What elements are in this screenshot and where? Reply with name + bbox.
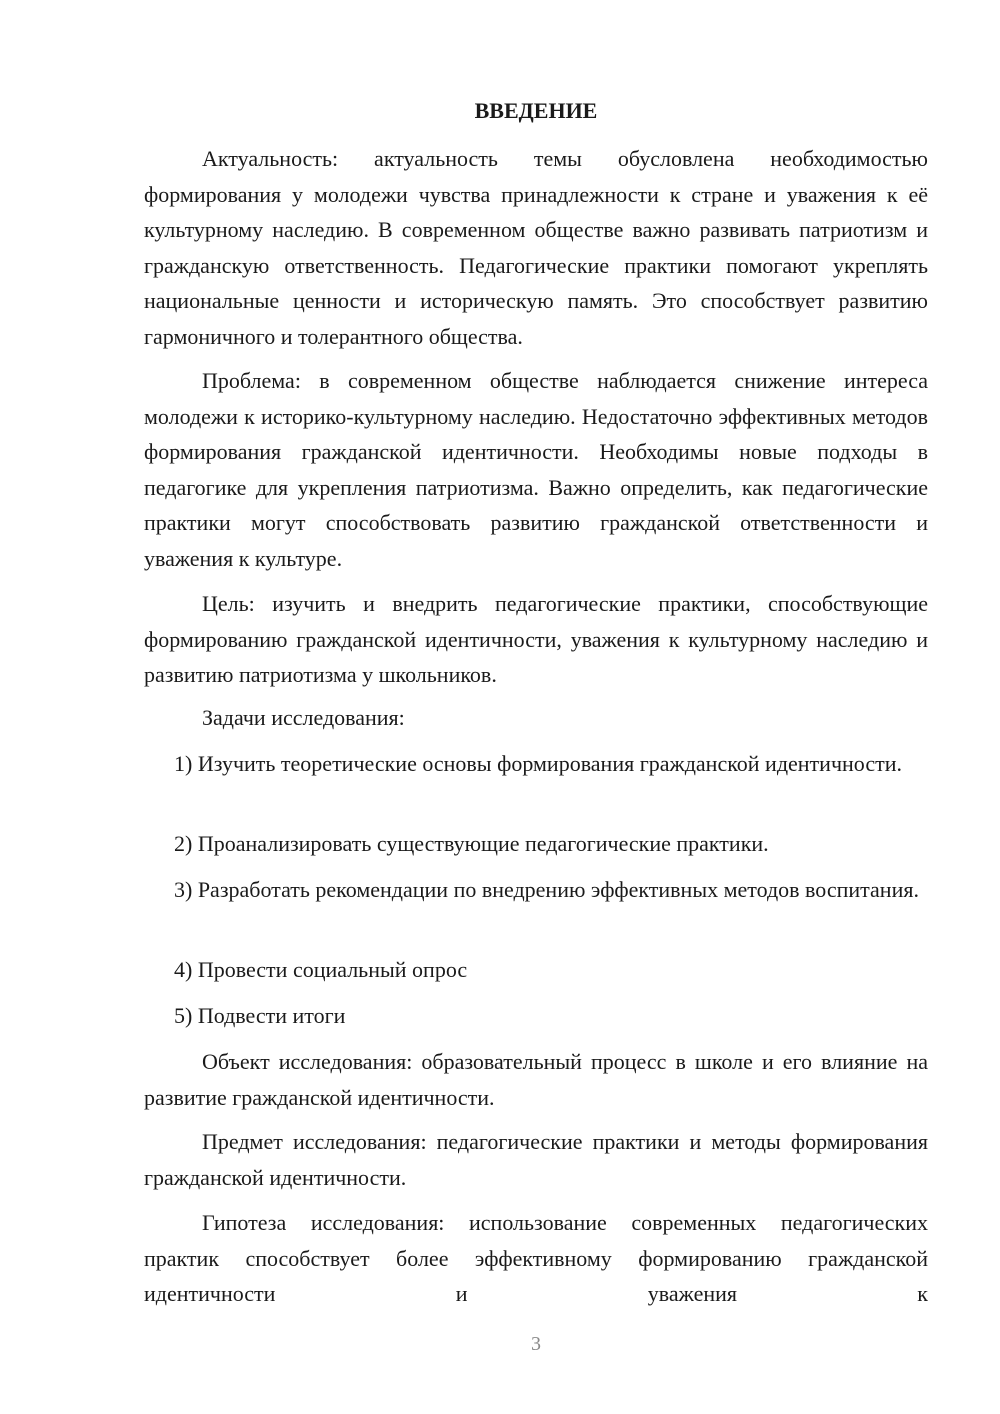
list-item-task-4: 4) Провести социальный опрос [174, 957, 468, 982]
list-item-task-1: 1) Изучить теоретические основы формирования гражданской идентичности. [174, 751, 902, 776]
page-number: 3 [531, 1333, 541, 1355]
paragraph-problem: Проблема: в современном обществе наблюдается снижение интереса молодежи к историко-культурному наследию. Недостаточно эффективных методов формирования гражданской идентичности. Необходимы новые подходы в педагогике для укрепления патриотизма. Важно определить, как педагогические практики могут способствовать развитию гражданской ответственности и уважения к культуре. [144, 368, 928, 571]
paragraph-subject: Предмет исследования: педагогические практики и методы формирования гражданской идентичности. [144, 1129, 928, 1190]
paragraph-object: Объект исследования: образовательный процесс в школе и его влияние на развитие гражданской идентичности. [144, 1049, 928, 1110]
list-item-task-3: 3) Разработать рекомендации по внедрению эффективных методов воспитания. [174, 877, 919, 902]
paragraph-goal: Цель: изучить и внедрить педагогические практики, способствующие формированию гражданской идентичности, уважения к культурному наследию и развитию патриотизма у школьников. [144, 591, 928, 687]
list-item-task-5: 5) Подвести итоги [174, 1003, 346, 1028]
paragraph-hypothesis: Гипотеза исследования: использование современных педагогических практик способствует более эффективному формированию гражданской идентичности и уважения к [144, 1210, 928, 1306]
page-title: ВВЕДЕНИЕ [474, 98, 598, 123]
paragraph-relevance: Актуальность: актуальность темы обусловлена необходимостью формирования у молодежи чувства принадлежности к стране и уважения к её культурному наследию. В современном обществе важно развивать патриотизм и гражданскую ответственность. Педагогические практики помогают укреплять национальные ценности и историческую память. Это способствует развитию гармоничного и толерантного общества. [144, 146, 928, 349]
tasks-heading: Задачи исследования: [202, 705, 405, 730]
list-item-task-2: 2) Проанализировать существующие педагогические практики. [174, 831, 769, 856]
